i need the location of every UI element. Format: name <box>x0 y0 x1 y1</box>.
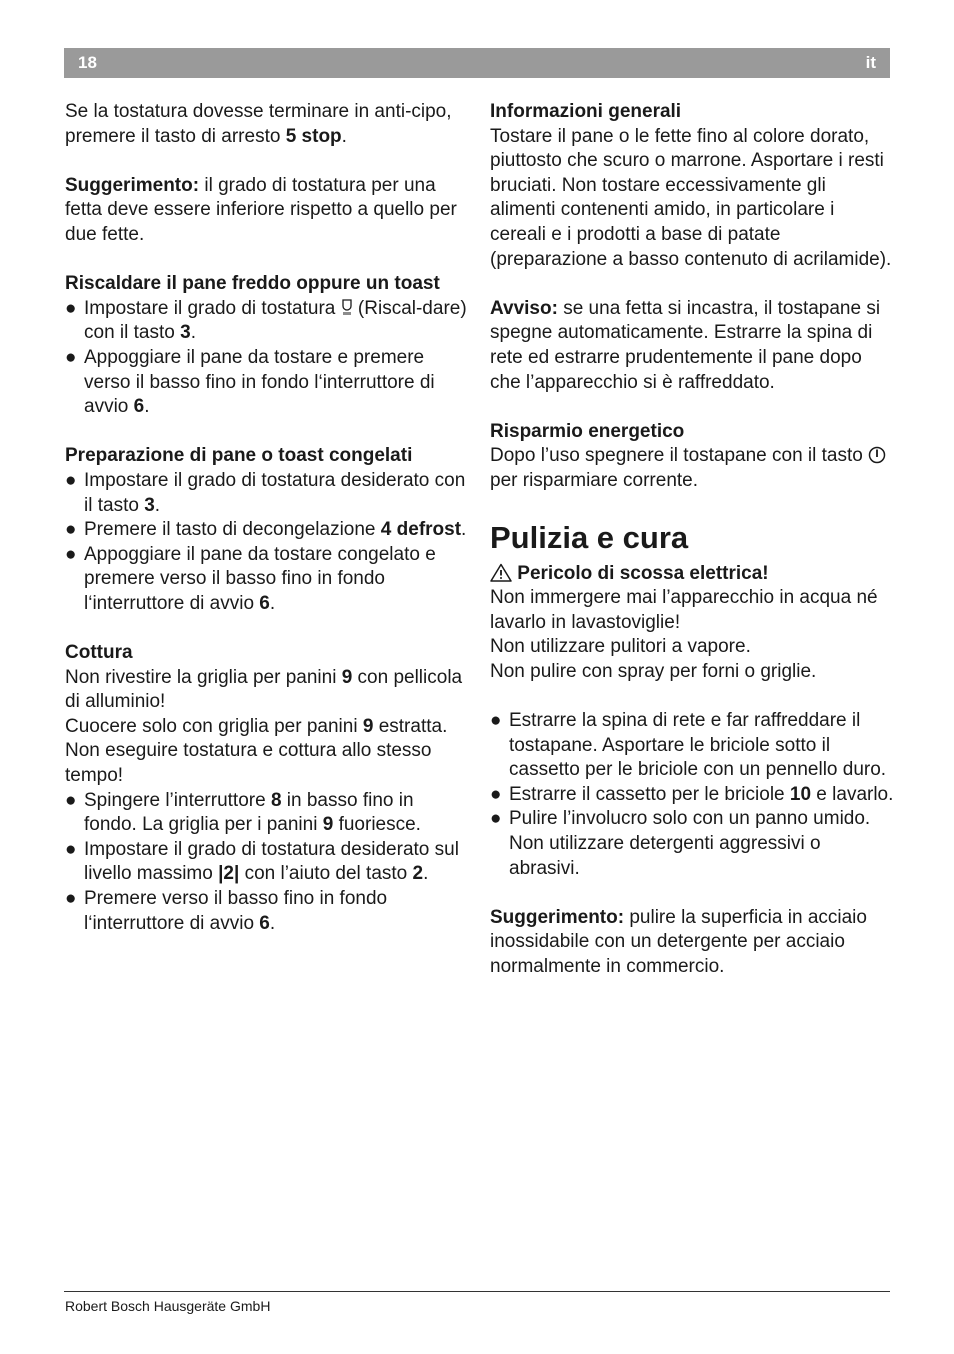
list-item: ● Estrarre la spina di rete e far raffreddare il tostapane. Asportare le briciole sotto il cassetto per le briciole con un pennello duro. <box>490 710 887 781</box>
tip-paragraph: Suggerimento: il grado di tostatura per una fetta deve essere inferiore rispetto a quello per due fette. <box>65 174 457 245</box>
list-item: ● Appoggiare il pane da tostare congelato e premere verso il basso fino in fondo l‘interruttore di avvio 6. <box>65 543 436 614</box>
left-column <box>65 100 470 936</box>
cooking-line-2: Cuocere solo con griglia per panini 9 estratta. <box>65 715 448 737</box>
page-header-bar <box>64 48 890 78</box>
cooking-line-3: Non eseguire tostatura e cottura allo stesso tempo! <box>65 740 432 787</box>
list-item: ● Impostare il grado di tostatura desiderato con il tasto 3. <box>65 469 466 516</box>
list-item: ● Pulire l’involucro solo con un panno umido. Non utilizzare detergenti aggressivi o abrasivi. <box>490 808 871 879</box>
notice-paragraph: Avviso: se una fetta si incastra, il tostapane si spegne automaticamente. Estrarre la spina di rete ed estrarre prudentemente il pane dopo che l’apparecchio si è raffreddato. <box>490 297 881 393</box>
early-stop-paragraph: Se la tostatura dovesse terminare in anti-cipo, premere il tasto di arresto 5 stop. <box>65 101 452 147</box>
energy-text: Dopo l’uso spegnere il tostapane con il tasto per risparmiare corrente. <box>490 444 895 493</box>
list-item: ● Impostare il grado di tostatura (Riscal-dare) con il tasto 3. <box>65 297 467 344</box>
reheat-heading: Riscaldare il pane freddo oppure un toast <box>65 273 440 295</box>
footer-divider <box>64 1291 890 1292</box>
list-item: ● Impostare il grado di tostatura desiderato sul livello massimo |2| con l’aiuto del tasto 2. <box>65 838 459 885</box>
reheat-icon <box>341 299 353 317</box>
page-number: 18 <box>78 53 97 72</box>
list-item: ● Appoggiare il pane da tostare e premere verso il basso fino in fondo l‘interruttore di avvio 6. <box>65 346 435 418</box>
energy-heading: Risparmio energetico <box>490 420 685 442</box>
list-item: ● Estrarre il cassetto per le briciole 10 e lavarlo. <box>490 783 894 805</box>
cooking-line-1: Non rivestire la griglia per panini 9 con pellicola di alluminio! <box>65 666 463 713</box>
list-item: ● Premere verso il basso fino in fondo l‘interruttore di avvio 6. <box>65 888 388 934</box>
list-item: ● Premere il tasto di decongelazione 4 defrost. <box>65 519 467 541</box>
cleaning-line-2: Non utilizzare pulitori a vapore. <box>490 636 751 658</box>
cleaning-line-3: Non pulire con spray per forni o griglie. <box>490 660 817 682</box>
frozen-heading: Preparazione di pane o toast congelati <box>65 445 413 467</box>
general-info-heading: Informazioni generali <box>490 101 682 122</box>
general-info-text: Tostare il pane o le fette fino al colore dorato, piuttosto che scuro o marrone. Asportare i resti bruciati. Non tostare eccessivamente gli alimenti contenenti amido, in particolare i cereali e i prodotti a base di patate (preparazione a basso contenuto di acrilamide). <box>490 125 892 270</box>
footer-company: Robert Bosch Hausgeräte GmbH <box>65 1298 271 1314</box>
power-icon <box>868 446 886 464</box>
warning-triangle-icon <box>490 563 512 582</box>
cooking-heading: Cottura <box>65 642 133 664</box>
right-column <box>490 100 895 980</box>
cleaning-tip-paragraph: Suggerimento: pulire la superficia in acciaio inossidabile con un detergente per acciaio normalmente in commercio. <box>490 906 867 977</box>
cleaning-title: Pulizia e cura <box>490 519 689 555</box>
electric-warning: Pericolo di scossa elettrica! <box>490 562 895 587</box>
cleaning-line-1: Non immergere mai l’apparecchio in acqua né lavarlo in lavastoviglie! <box>490 587 878 633</box>
list-item: ● Spingere l’interruttore 8 in basso fino in fondo. La griglia per i panini 9 fuoriesce. <box>65 789 421 836</box>
language-code: it <box>865 53 876 72</box>
